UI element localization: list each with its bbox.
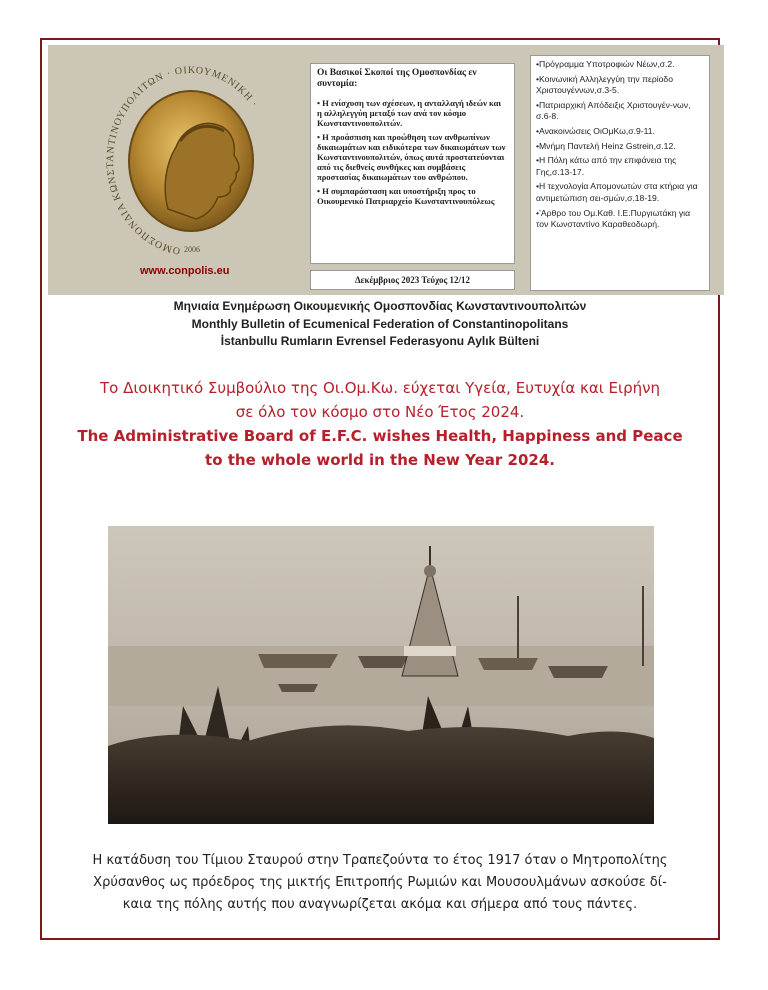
toc-item[interactable]: •Μνήμη Παντελή Heinz Gstrein,σ.12. xyxy=(536,140,676,151)
coin-ring-text: ΟΜΟΣΠΟΝΔΙΑ ΚΩΝΣΤΑΝΤΙΝΟΥΠΟΛΙΤΩΝ · ΟΙΚΟΥΜΕΝΙΚΗ · xyxy=(106,64,260,257)
wishes-greek-line: σε όλο τον κόσμο στο Νέο Έτος 2024. xyxy=(235,403,525,421)
toc-item[interactable]: •Κοινωνική Αλληλεγγύη την περίοδο Χριστουγέννων,σ.3-5. xyxy=(536,73,673,96)
toc-item[interactable]: •Η τεχνολογία Απομονωτών στα κτήρια για αντιμετώπιση σει-σμών,σ.18-19. xyxy=(536,181,698,203)
bulletin-subtitles xyxy=(42,298,718,351)
subtitle-turkish: İstanbullu Rumların Evrensel Federasyonu Aylık Bülteni xyxy=(220,334,540,348)
wishes-english-line: The Administrative Board of E.F.C. wishes Health, Happiness and Peace xyxy=(77,427,683,445)
page-frame xyxy=(40,38,720,940)
coin-logo xyxy=(106,59,276,259)
goals-item: • Η συμπαράσταση και υποστήριξη προς το Οικουμενικό Πατριαρχείο Κωνσταντινουπόλεως xyxy=(317,185,495,206)
issue-label: Δεκέμβριος 2023 Τεύχος 12/12 xyxy=(310,270,515,290)
wishes-greek-line: Το Διοικητικό Συμβούλιο της Οι.Ομ.Κω. εύχεται Υγεία, Ευτυχία και Ειρήνη xyxy=(99,379,661,397)
caption-line: Χρύσανθος ως πρόεδρος της μικτής Επιτροπής Ρωμιών και Μουσουλμάνων ασκούσε δί- xyxy=(93,875,667,890)
subtitle-greek: Μηνιαία Ενημέρωση Οικουμενικής Ομοσπονδίας Κωνσταντινουπολιτών xyxy=(173,299,587,313)
coin-year: 2006 xyxy=(184,245,200,254)
table-of-contents xyxy=(530,55,710,291)
caption-line: Η κατάδυση του Τίμιου Σταυρού στην Τραπεζούντα το έτος 1917 όταν ο Μητροπολίτης xyxy=(92,853,668,868)
goals-box xyxy=(310,63,515,264)
logo-area xyxy=(48,45,308,295)
goals-title: Οι Βασικοί Σκοποί της Ομοσπονδίας εν συντομία: xyxy=(317,68,477,89)
toc-item[interactable]: •Η Πόλη κάτω από την επιφάνεια της Γης,σ.13-17. xyxy=(536,155,677,177)
historic-photo xyxy=(108,526,654,824)
website-link[interactable]: www.conpolis.eu xyxy=(140,265,230,277)
toc-item[interactable]: •Πρόγραμμα Υποτροφιών Νέων,σ.2. xyxy=(536,59,675,69)
caption-line: καια της πόλης αυτής που αναγνωρίζεται ακόμα και σήμερα από τους πάντες. xyxy=(122,897,638,912)
new-year-wishes xyxy=(42,376,718,472)
wishes-english-line: to the whole world in the New Year 2024. xyxy=(205,451,555,469)
toc-item[interactable]: •Πατριαρχική Απόδειξις Χριστουγέν-νων, σ.6-8. xyxy=(536,99,691,122)
photo-caption xyxy=(52,850,708,916)
goals-item: • Η ενίσχυση των σχέσεων, η ανταλλαγή ιδεών και η αλληλεγγύη μεταξύ των ανά τον κόσμο Κωνσταντινουπολιτών. xyxy=(317,98,502,129)
goals-item: • Η προάσπιση και προώθηση των ανθρωπίνων δικαιωμάτων και ειδικότερα των δικαιωμάτων των Κωνσταντινουπολιτών, όπως αυτά προστατεύονται από τις διεθνείς συνθήκες και συμβάσεις προστασίας δικαιωμάτων του ανθρώπου. xyxy=(317,131,506,183)
masthead xyxy=(48,45,724,295)
toc-item[interactable]: •Ανακοινώσεις ΟιΟμΚω,σ.9-11. xyxy=(536,125,655,136)
toc-item[interactable]: •’Αρθρο του Ομ.Καθ. Ι.Ε.Πυργιωτάκη για τον Κωνσταντίνο Καραθεοδωρή. xyxy=(536,207,691,230)
subtitle-english: Monthly Bulletin of Ecumenical Federation of Constantinopolitans xyxy=(191,316,569,331)
